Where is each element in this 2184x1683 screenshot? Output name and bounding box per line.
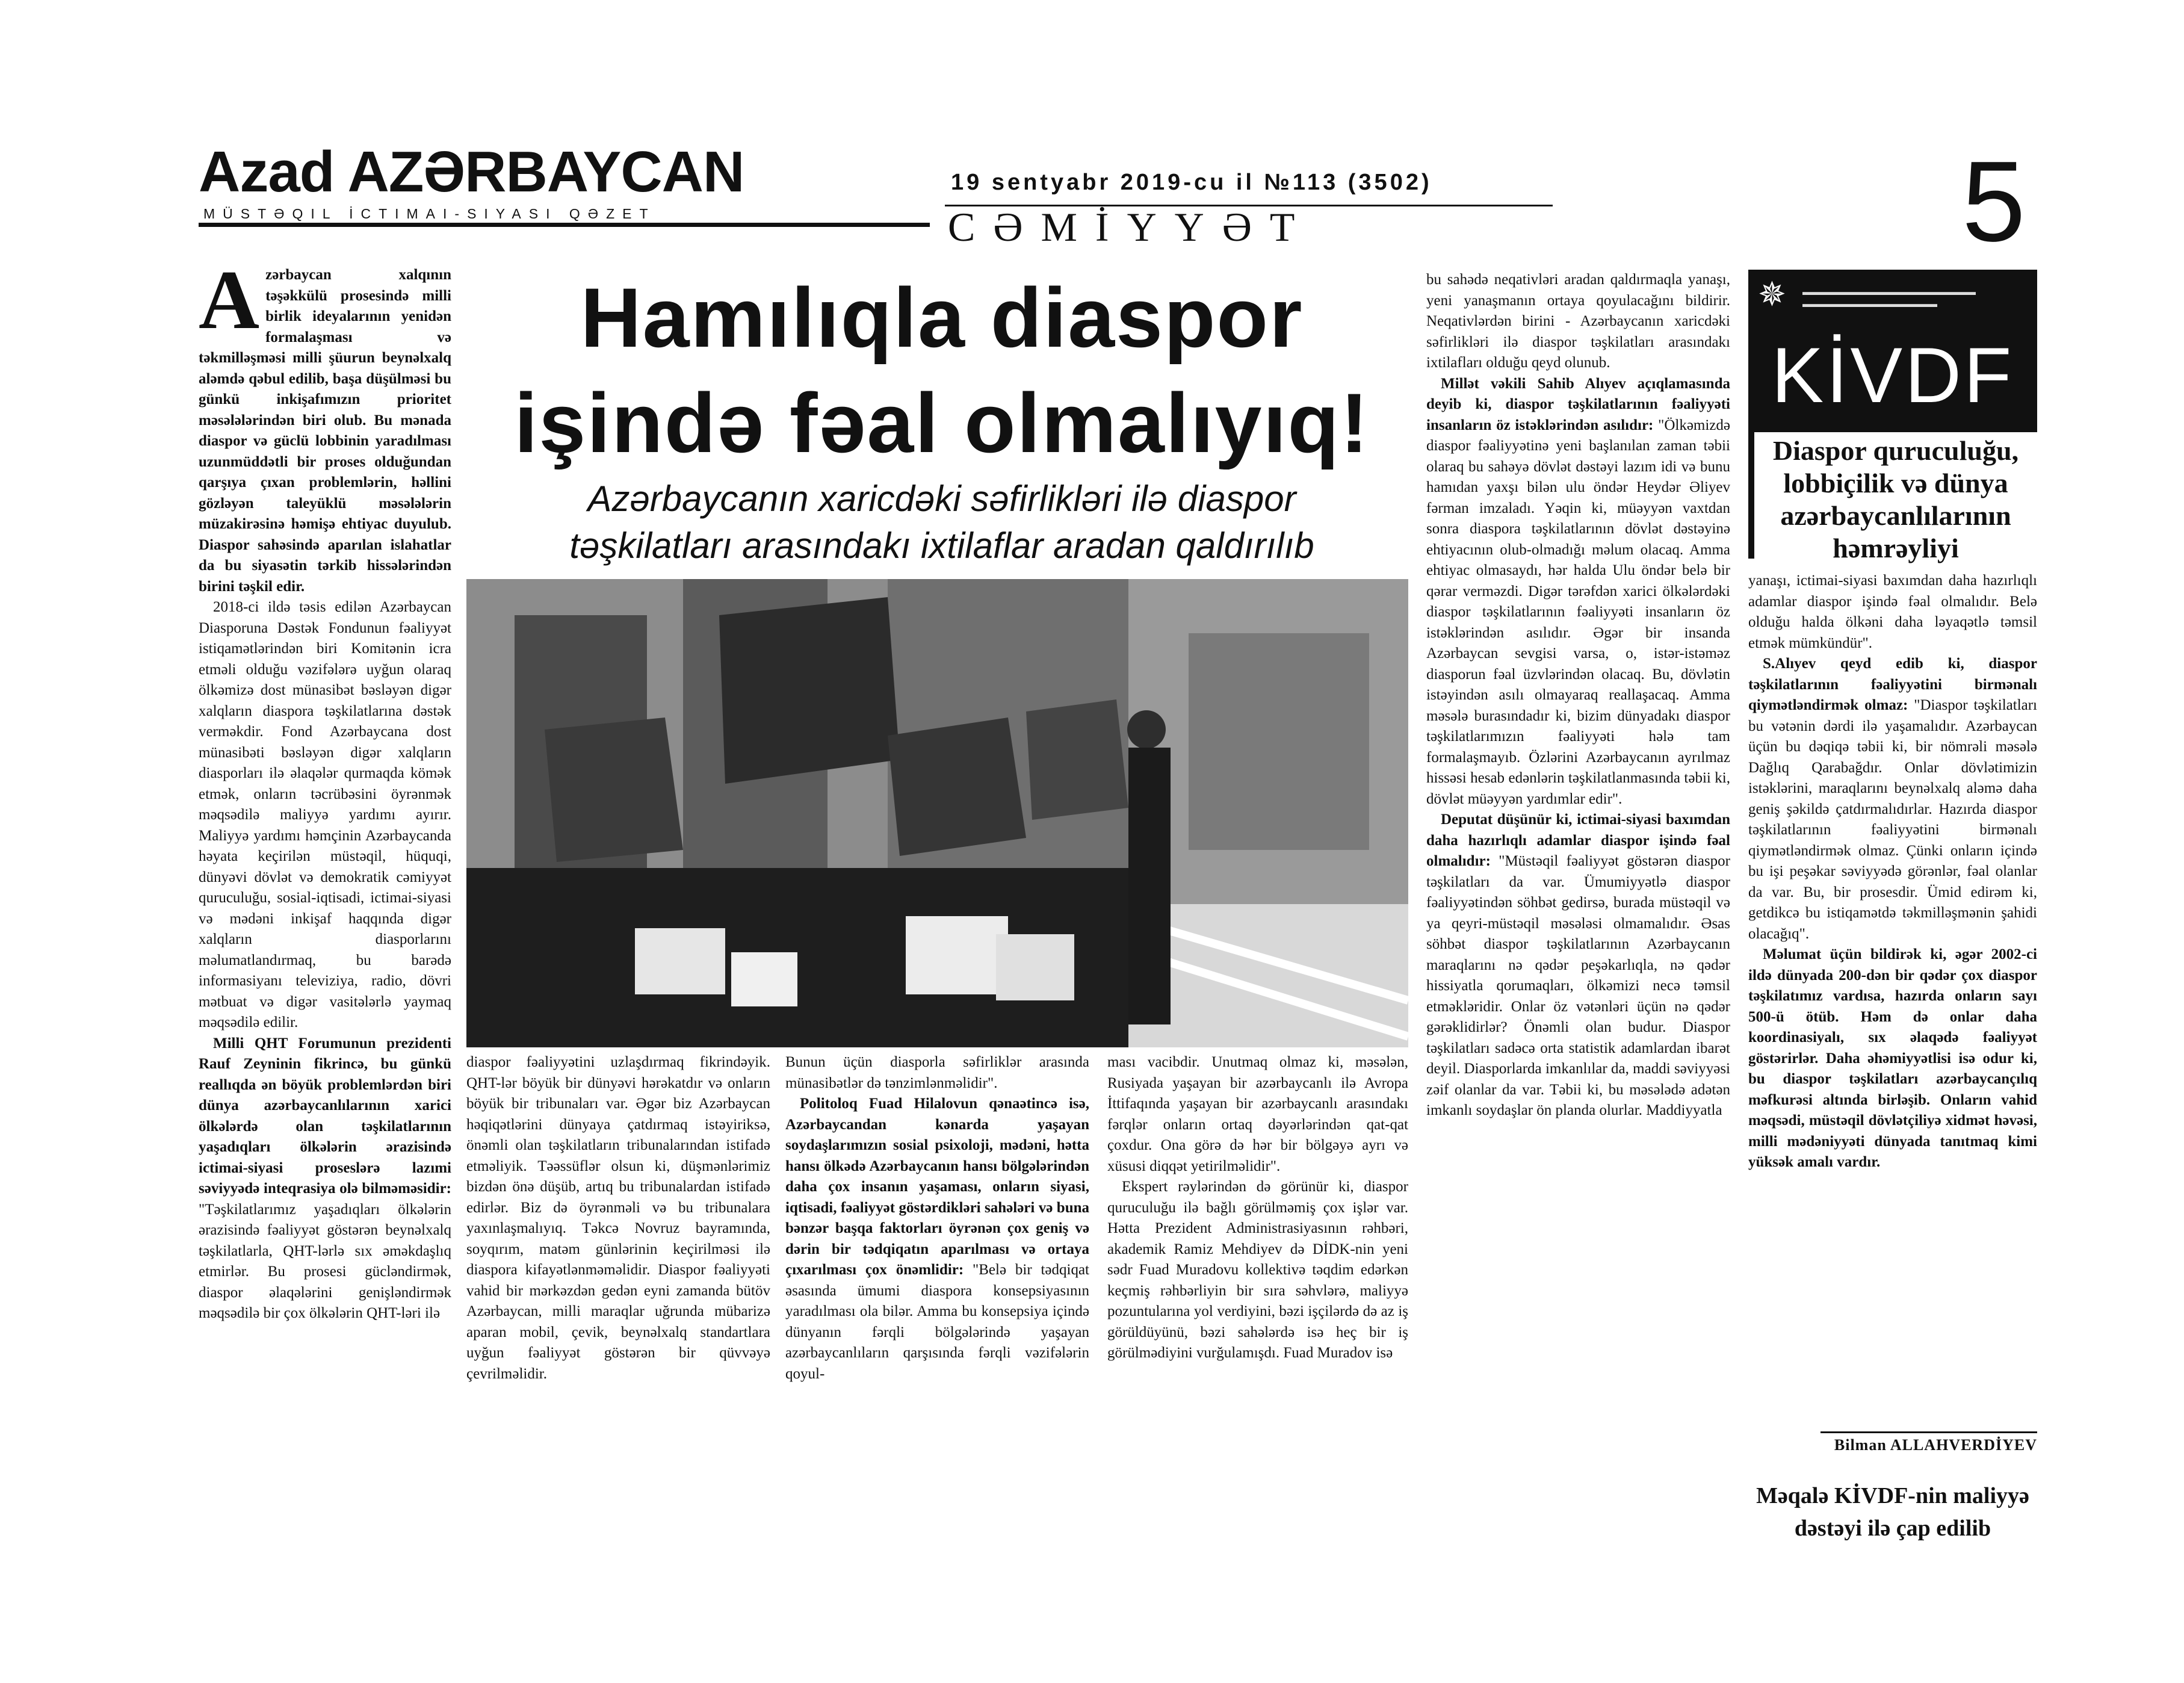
funding-credit: Məqalə KİVDF-nin maliyyə dəstəyi ilə çap edilib	[1756, 1483, 2029, 1541]
headline-line: işində fəal olmalıyıq!	[514, 376, 1370, 470]
headline-line: Hamılıqla diaspor	[580, 270, 1304, 365]
paragraph: yanaşı, ictimai-siyasi baxımdan daha hazırlıqlı adamlar diaspor işində fəal olmalıdır. Belə olduğu halda ölkəni daha ləyaqətlə təmsil etmək mümkündür".	[1748, 572, 2037, 651]
column-4	[1107, 1052, 1408, 1364]
masthead-title: Azad AZƏRBAYCAN	[199, 140, 744, 204]
subheadline-line: təşkilatları arasındakı ixtilaflar aradan qaldırılıb	[569, 525, 1314, 566]
star-icon: ✵	[1758, 276, 1786, 314]
headline	[460, 265, 1423, 476]
subheadline-line: Azərbaycanın xaricdəki səfirlikləri ilə diaspor	[587, 479, 1296, 519]
column-3	[785, 1052, 1089, 1384]
paragraph: Millət vəkili Sahib Alıyev açıqlamasında deyib ki, diaspor təşkilatlarının fəaliyyəti insanların öz istəklərindən asılıdır: "Ölkəmizdə diaspor fəaliyyətinə yeni başlanılan zaman təbii olaraq bu sahəyə dövlət dəstəyi lazım idi və bunu hamıdan yaxşı bilən ulu öndər Heydər Əliyev fərman imzaladı. Yəqin ki, müəyyən vaxtdan sonra diaspora təşkilatlarının dövlət dəstəyinə ehtiyacının olub-olmadığı məlum olacaq. Amma ehtiyac olmasaydı, hər halda Ulu öndər belə bir qərar verməzdi. Digər tərəfdən xarici ölkələrdəki diaspor təşkilatlarının fəaliyyəti insanların öz istəklərindən asılıdır. Əgər bir insanda Azərbaycan sevgisi varsa, o, istər-istəməz diasporun fəal üzvlərindən olacaq. Bu, dövlətin istəyindən asılı olmayaraq reallaşacaq. Amma məsələ burasındadır ki, bizim dünyadakı diaspor təşkilatlarımızın fəaliyyəti hələ tam formalaşmayıb. Özlərini Azərbaycanın ayrılmaz hissəsi hesab edənlərin təşkilatlanmasında təbii ki, dövlət müəyyən yardımlar edir".	[1426, 375, 1731, 807]
paragraph: Bunun üçün diasporla səfirliklər arasında münasibətlər də tənzimlənməlidir".	[785, 1054, 1089, 1091]
kivdf-fine-print: ▬▬▬▬▬▬▬▬▬▬▬▬▬▬▬▬▬▬ ▬▬▬▬▬▬▬▬▬▬▬▬▬▬	[1802, 287, 1976, 309]
dateline: 19 sentyabr 2019-cu il №113 (3502)	[951, 170, 1432, 195]
column-2	[466, 1052, 770, 1384]
article-photo	[466, 579, 1408, 1047]
signature-rule	[1821, 1431, 2037, 1433]
column-1	[199, 253, 451, 1324]
subheadline	[466, 476, 1417, 569]
drop-cap: A	[199, 253, 260, 347]
column-6	[1748, 571, 2037, 1173]
paragraph: diaspor fəaliyyətini uzlaşdırmaq fikrindəyik. QHT-lər böyük bir dünyəvi hərəkatdır və onların böyük bir tribunaları var. Əgər biz Azərbaycan həqiqətlərini dünyaya çatdırmaq istəyiriksə, önəmli olan təşkilatların tribunalarından istifadə etməliyik. Təəssüflər olsun ki, düşmənlərimiz bizdən önə düşüb, artıq bu tribunalardan istifadə edirlər. Biz də öyrənməli və bu tribunalara yaxınlaşmalıyıq. Təkcə Novruz bayramında, soyqırım, matəm günlərinin keçirilməsi ilə diaspora kifayətlənməməlidir. Diaspor fəaliyyəti vahid bir mərkəzdən gedən eyni zamanda bütöv Azərbaycan, milli maraqlar uğrunda mübarizə aparan mobil, çevik, beynəlxalq standartlara uyğun fəaliyyət göstərən bir qüvvəyə çevrilməlidir.	[466, 1054, 770, 1382]
paragraph: 2018-ci ildə təsis edilən Azərbaycan Diasporuna Dəstək Fondunun fəaliyyət istiqamətlərindən biri Komitənin icra etməli olduğu vəzifələrə uyğun olaraq ölkəmizə dost münasibət bəsləyən digər xalqların diaspora təşkilatlarına dəstək verməkdir. Fond Azərbaycana dost münasibəti bəsləyən digər xalqların diasporları ilə əlaqələr qurmaqda kömək etmək, onların təcrübəsini öyrənmək məqsədilə maliyyə yardımı ayırır. Maliyyə yardımı həmçinin Azərbaycanda həyata keçirilən müstəqil, hüquqi, dünyəvi dövlət və demokratik cəmiyyət quruculuğu, sosial-iqtisadi, ictimai-siyasi və mədəni inkişaf haqqında digər xalqların diasporlarını məlumatlandırmaq, bu barədə informasiyanı televiziya, radio, dövri mətbuat və digər vasitələrlə yaymaq məqsədilə edilir.	[199, 599, 451, 1031]
protest-photo-illustration	[466, 579, 1408, 1047]
kivdf-logo: KİVDF	[1771, 331, 2014, 419]
paragraph: ması vacibdir. Unutmaq olmaz ki, məsələn, Rusiyada yaşayan bir azərbaycanlı ilə Avropa İttifaqında yaşayan bir azərbaycanlı arasındakı fərqlər onların ortaq dəyərlərindən qat-qat çoxdur. Ona görə də hər bir bölgəyə ayrı və xüsusi diqqət yetirilməlidir".	[1107, 1054, 1408, 1174]
page-number: 5	[1962, 138, 2026, 265]
sidebar-caption: Diaspor quruculuğu, lobbiçilik və dünya azərbaycanlılarının həmrəyliyi	[1754, 432, 2037, 567]
paragraph: Milli QHT Forumunun prezidenti Rauf Zeyninin fikrincə, bu günkü reallıqda ən böyük problemlərdən biri dünya azərbaycanlılarının xarici ölkələrdə olan təşkilatlarının yaşadıqları ölkələrin ərazisində ictimai-siyasi proseslərə lazımi səviyyədə inteqrasiya olə bilməməsidir: "Təşkilatlarımız yaşadıqları ölkələrin ərazisində fəaliyyət göstərən beynəlxalq təşkilatlarla, QHT-lərlə sıx əməkdaşlıq etmirlər. Bu prosesi gücləndirmək, diaspor əlaqələrini genişləndirmək məqsədilə bir çox ölkələrin QHT-ləri ilə	[199, 1035, 451, 1321]
paragraph: Məlumat üçün bildirək ki, əgər 2002-ci ildə dünyada 200-dən bir qədər çox diaspor təşkilatımız vardısa, hazırda onların sayı 500-ü ötüb. Həm də onlar daha koordinasiyalı, sıx əlaqədə fəaliyyət göstərirlər. Daha əhəmiyyətlisi isə odur ki, bu diaspor təşkilatları azərbaycançılıq məfkurəsi altında birləşib. Onların vahid məqsədi, müstəqil dövlətçiliyə xidmət həvəsi, milli mədəniyyəti dünyada tanıtmaq kimi yüksək amalı vardır.	[1748, 946, 2037, 1170]
masthead-rule	[199, 223, 930, 227]
paragraph: Politoloq Fuad Hilalovun qənaətincə isə, Azərbaycandan kənarda yaşayan soydaşlarımızın sosial psixoloji, mədəni, hətta hansı ölkədə Azərbaycanın hansı bölgələrindən daha çox insanın yaşaması, onların siyasi, iqtisadi, fəaliyyət göstərdikləri sahələri və buna bənzər başqa faktorları öyrənən çox geniş və dərin bir tədqiqatın aparılması və ortaya çıxarılması çox önəmlidir: "Belə bir tədqiqat əsasında ümumi diaspora konsepsiyasının yaradılması ola bilər. Amma bu konsepsiya içində dünyanın fərqli bölgələrində yaşayan azərbaycanlıların qarşısında fərqli vəzifələrin qoyul-	[785, 1096, 1089, 1382]
paragraph: bu sahədə neqativləri aradan qaldırmaqla yanaşı, yeni yanaşmanın ortaya qoyulacağını bildirir. Neqativlərdən birini - Azərbaycanın xaricdəki səfirlikləri ilə diaspor təşkilatları arasındakı ixtilafları olduğu qeyd olunub.	[1426, 271, 1730, 371]
column-5	[1426, 270, 1730, 1121]
paragraph: S.Alıyev qeyd edib ki, diaspor təşkilatlarının fəaliyyətini birmənalı qiymətləndirmək olmaz: "Diaspor təşkilatları bu vətənin dərdi ilə yaşamalıdır. Azərbaycan üçün bu dəqiqə təbii ki, bir nömrəli məsələ Dağlıq Qarabağdır. Onlar dövlətimizin istəklərini, maraqlarını beynəlxalq aləmə daha geniş şəkildə çatdırmalıdırlar. Hazırda diaspor təşkilatlarının fəaliyyətini birmənalı qiymətləndirmək olmaz. Çünki onların içində bu işi peşəkar səviyyədə görənlər, fəal olanlar da var. Bu, bir prosesdir. Ümid edirəm ki, getdikcə bu istiqamətdə təkmilləşmənin şahidi olacağıq".	[1748, 656, 2038, 942]
masthead-subtitle: MÜSTƏQIL İCTIMAI-SIYASI QƏZET	[203, 206, 656, 222]
lead-paragraph: Azərbaycan xalqının təşəkkülü prosesində milli birlik ideyalarının yenidən formalaşması və təkmilləşməsi milli şüurun beynəlxalq aləmdə qəbul edilib, başa düşülməsi bu günkü inkişafımızın prioritet məsələlərindən biri olub. Bu mənada diaspor və güclü lobbinin yaradılması uzunmüddətli bir proses olduğundan qarşıya çıxan problemlərin, həllini gözləyən taleyüklü məsələlərin müzakirəsinə həmişə ehtiyac duyulub. Diaspor sahəsində aparılan islahatlar da bu siyasətin tərkib hissələrindən birini təşkil edir.	[199, 253, 451, 595]
paragraph: Ekspert rəylərindən də görünür ki, diaspor quruculuğu ilə bağlı görülməmiş çox işlər var. Hətta Prezident Administrasiyasının rəhbəri, akademik Ramiz Mehdiyev də DİDK-nin yeni sədr Fuad Muradovu kollektivə təqdim edərkən keçmiş rəhbərliyin bir sıra səhvlərə, maliyyə pozuntularına yol verdiyini, bəzi işçilərdə də az iş görüldüyünü, bəzi sahələrdə isə heç bir iş görülmədiyini vurğulamışdı. Fuad Muradov isə	[1107, 1179, 1408, 1361]
section-title: CƏMİYYƏT	[948, 204, 1313, 250]
author-signature: Bilman ALLAHVERDİYEV	[1834, 1436, 2037, 1454]
paragraph: Deputat düşünür ki, ictimai-siyasi baxımdan daha hazırlıqlı adamlar diaspor işində fəal olmalıdır: "Müstəqil fəaliyyət göstərən diaspor təşkilatları da var. Ümumiyyətlə diaspor fəaliyyətindən söhbət gedirsə, burada müstəqil və ya qeyri-müstəqil məsələsi olmamalıdır. Əsas söhbət diaspor təşkilatlarının Azərbaycanın maraqlarını nə qədər peşəkarlıqla, nə qədər hissiyatla qorumaqları, ölkəmizi necə təmsil etməkləridir. Onlar öz vətənləri üçün nə qədər gərəklidirlər? Önəmli olan budur. Diaspor təşkilatları sadəcə orta statistik adamlardan ibarət deyil. Diasporlarda imkanlılar da, maddi səviyyəsi zəif olanlar da var. Təbii ki, bu məsələdə adətən imkanlı soydaşlar ön planda olurlar. Maddiyyatla	[1426, 811, 1730, 1118]
